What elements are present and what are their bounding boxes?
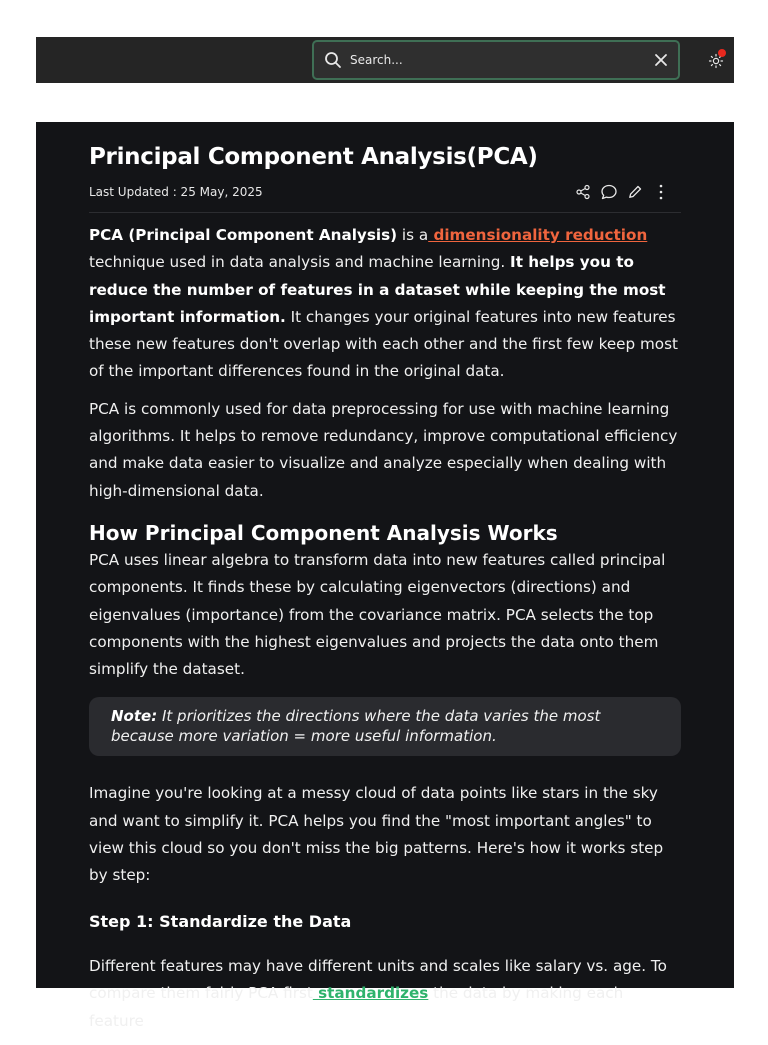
close-icon[interactable] [653, 52, 669, 68]
theme-toggle-button[interactable] [704, 49, 728, 73]
standardizes-link[interactable]: standardizes [312, 984, 429, 1003]
share-icon[interactable] [573, 182, 593, 202]
pca-term: PCA (Principal Component Analysis) [89, 226, 398, 244]
notification-dot [718, 49, 726, 57]
dimensionality-reduction-link[interactable]: dimensionality reduction [428, 226, 648, 244]
top-navbar [36, 37, 734, 83]
search-bar[interactable] [312, 40, 680, 80]
paragraph-preprocessing: PCA is commonly used for data preprocessing for use with machine learning algorithms. It helps to remove redundancy, improve computational efficiency and make data easier to visualize and analyze especially when dealing with high-dimensional data. [89, 399, 678, 500]
text-span: It changes your original features into new features these new features don't overlap with each other and the first few keep most of the important differences found in the original data. [89, 307, 678, 381]
paragraph-intro [89, 222, 681, 386]
search-input[interactable] [342, 41, 653, 79]
step-1-heading: Step 1: Standardize the Data [89, 911, 352, 931]
edit-icon[interactable] [625, 182, 645, 202]
article-body [89, 222, 681, 1045]
note-label: Note: [111, 707, 158, 726]
text-span: Different features may have different units and scales like salary vs. age. To compare them fairly PCA first [89, 956, 667, 1003]
last-updated: Last Updated : 25 May, 2025 [89, 185, 263, 199]
article-actions [573, 182, 671, 202]
text-span: the data by making each feature [89, 984, 624, 1030]
search-icon [324, 51, 342, 69]
paragraph-linear-algebra: PCA uses linear algebra to transform data into new features called principal components. It finds these by calculating eigenvectors (directions) and eigenvalues (importance) from the covariance matrix. PCA selects the top components with the highest eigenvalues and projects the data onto them simplify the dataset. [89, 550, 666, 679]
paragraph-imagine: Imagine you're looking at a messy cloud of data points like stars in the sky and want to simplify it. PCA helps you find the "most important angles" to view this cloud so you don't miss the big patterns. Here's how it works step by step: [89, 784, 664, 885]
comment-icon[interactable] [599, 182, 619, 202]
section-heading-how-pca-works: How Principal Component Analysis Works [89, 520, 558, 545]
note-box [89, 697, 681, 756]
article-meta [89, 180, 681, 213]
text-span: is a [397, 226, 429, 244]
note-text: It prioritizes the directions where the data varies the most because more variation = more useful information. [111, 707, 601, 745]
bold-text: It helps you to reduce the number of features in a dataset while keeping the most important information. [89, 253, 666, 326]
article-container [36, 122, 734, 1030]
text-span: technique used in data analysis and machine learning. [89, 253, 511, 272]
article-title: Principal Component Analysis(PCA) [89, 144, 538, 170]
paragraph-standardize [89, 953, 681, 1035]
more-options-icon[interactable] [651, 182, 671, 202]
